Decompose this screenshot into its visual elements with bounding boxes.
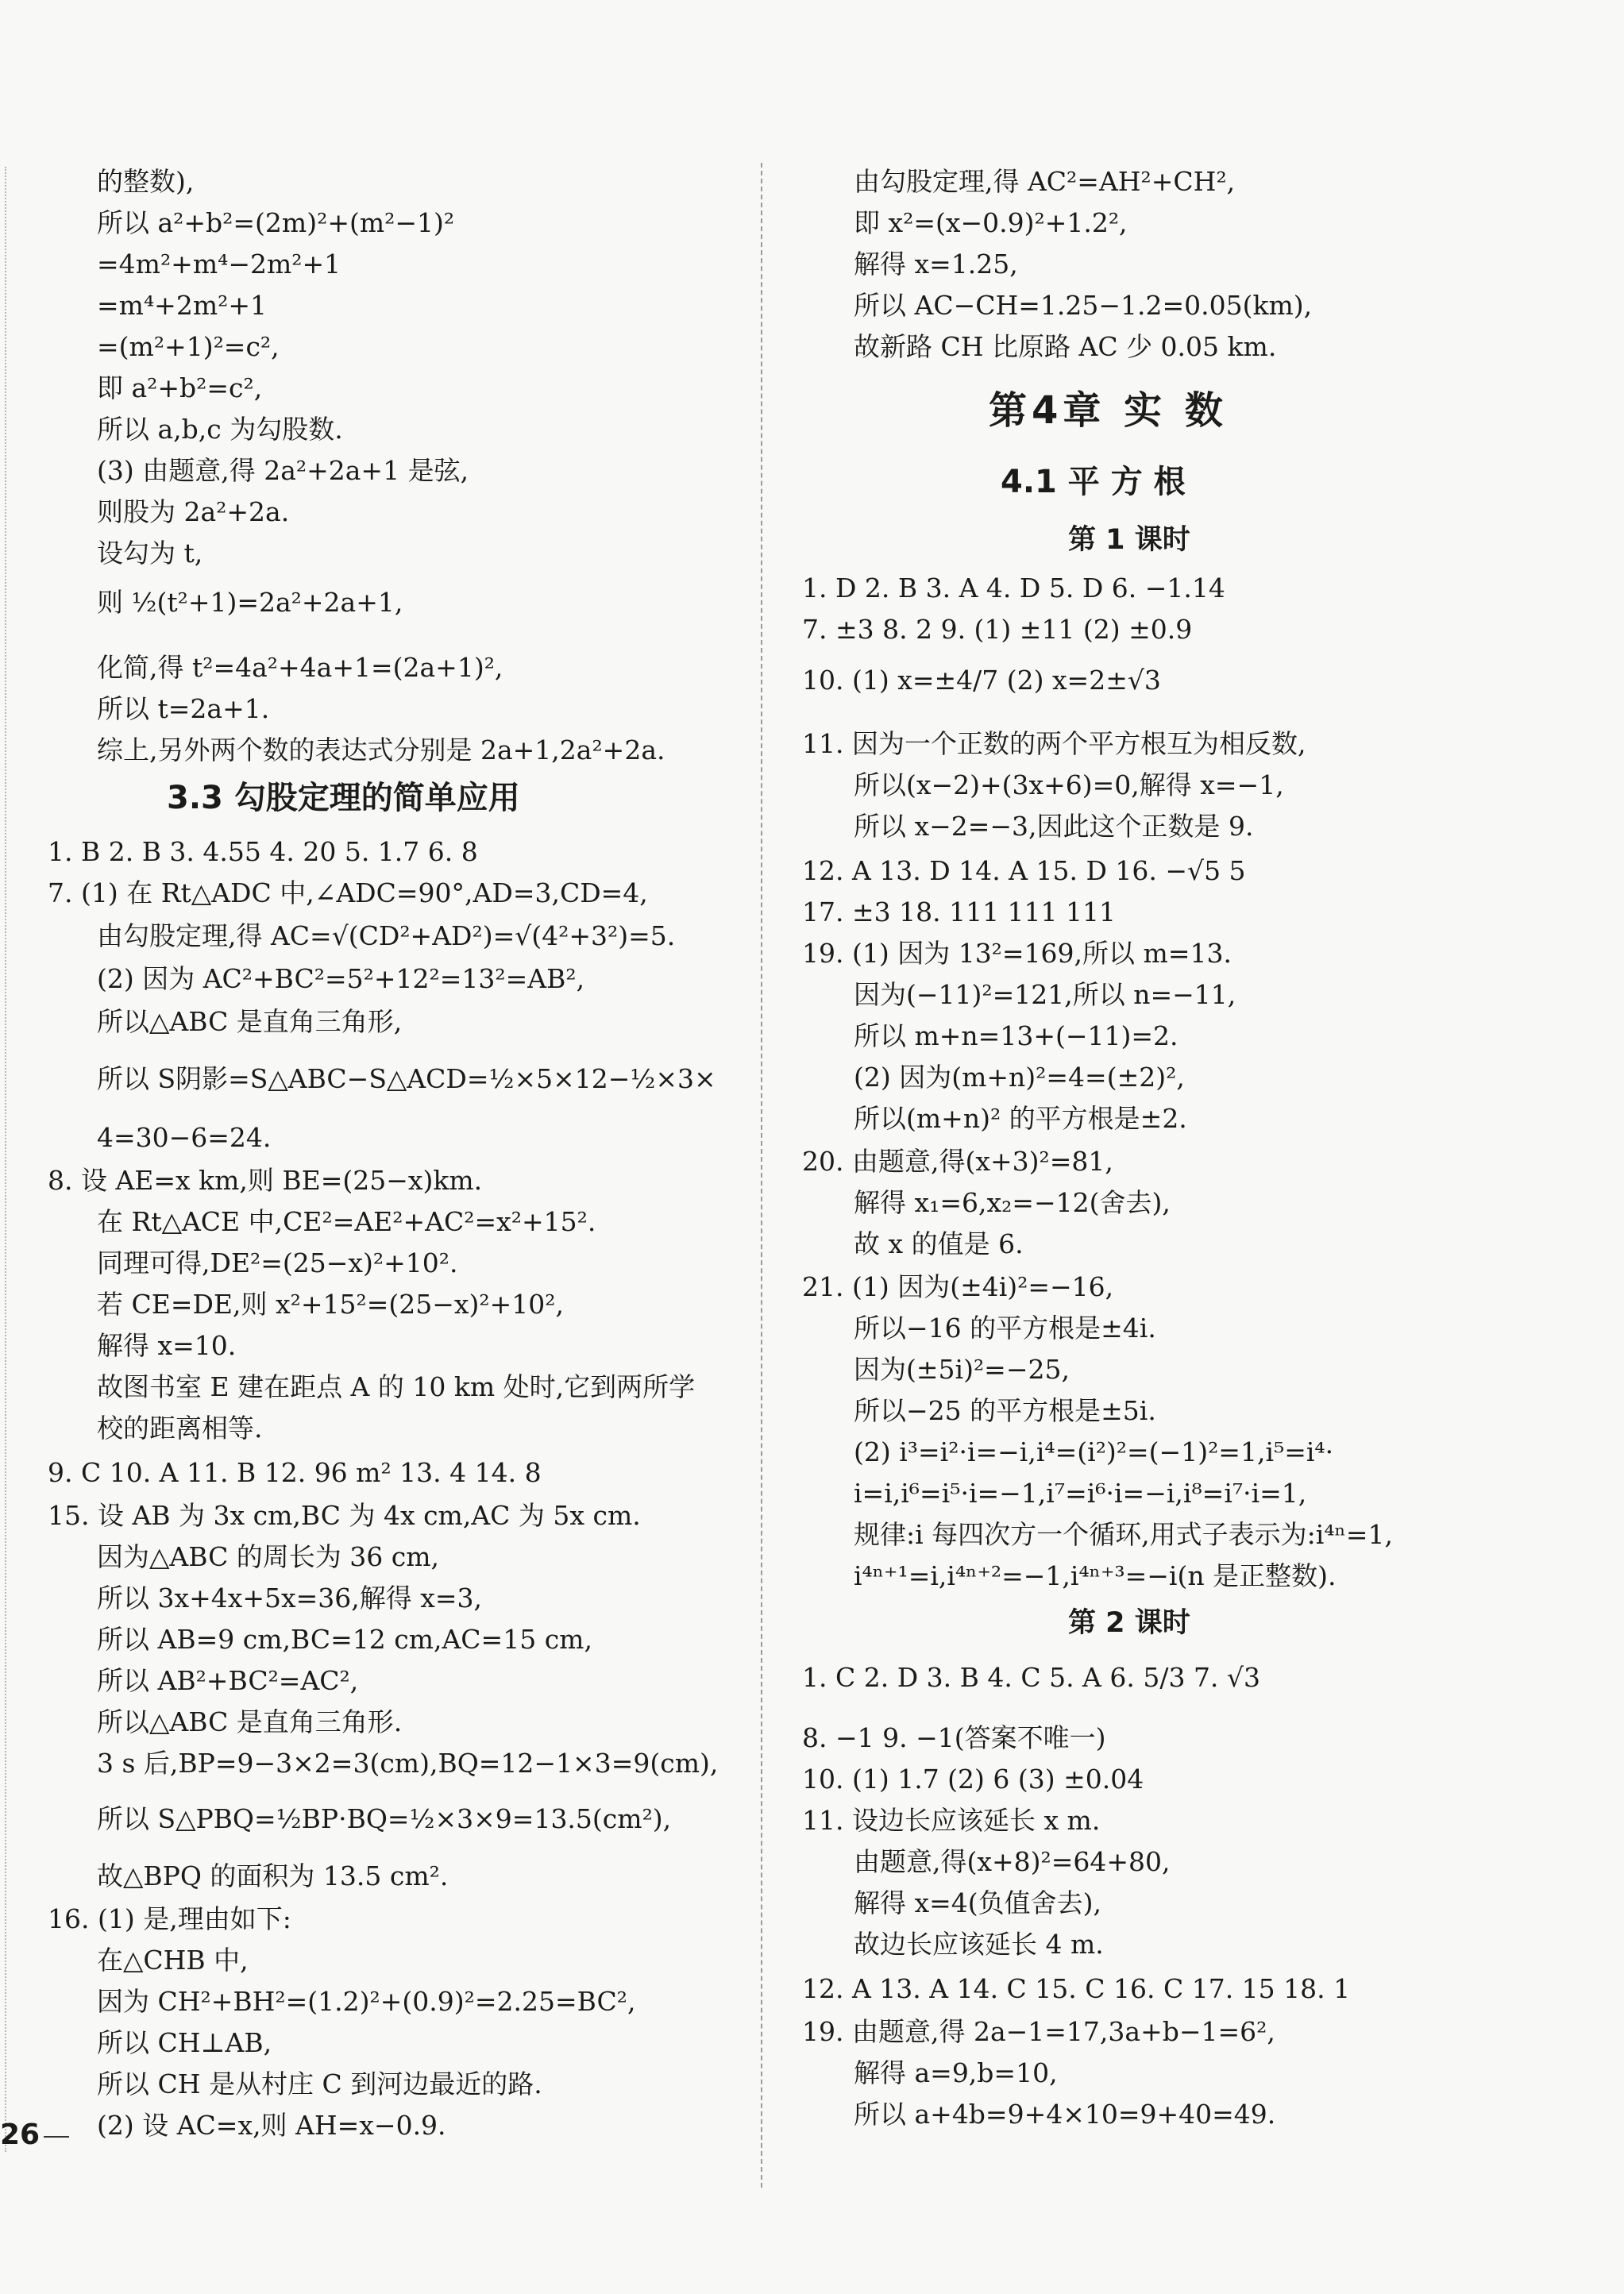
text-line: 因为(−11)²=121,所以 n=−11, — [854, 979, 1236, 1010]
text-line: =(m²+1)²=c², — [97, 331, 280, 362]
left-column — [0, 0, 762, 2294]
text-line: 由勾股定理,得 AC²=AH²+CH², — [854, 166, 1236, 197]
text-line: 所以△ABC 是直角三角形. — [97, 1706, 403, 1737]
text-line: 解得 x=4(负值舍去), — [854, 1887, 1101, 1918]
heading: 第4章 实 数 — [989, 388, 1228, 433]
right-column — [774, 0, 1624, 2294]
text-line: 校的距离相等. — [97, 1413, 263, 1444]
text-line: 化简,得 t²=4a²+4a+1=(2a+1)², — [97, 652, 503, 683]
text-line: 21. (1) 因为(±4i)²=−16, — [802, 1271, 1114, 1302]
text-line: 则股为 2a²+2a. — [97, 496, 290, 527]
text-line: 综上,另外两个数的表达式分别是 2a+1,2a²+2a. — [97, 734, 665, 765]
text-line: 由勾股定理,得 AC=√(CD²+AD²)=√(4²+3²)=5. — [97, 920, 676, 951]
text-line: 所以 m+n=13+(−11)=2. — [854, 1020, 1178, 1051]
text-line: 10. (1) 1.7 (2) 6 (3) ±0.04 — [802, 1764, 1144, 1795]
text-line: 因为(±5i)²=−25, — [854, 1354, 1070, 1385]
page-number-rule — [44, 2136, 69, 2138]
text-line: 所以(m+n)² 的平方根是±2. — [854, 1103, 1187, 1134]
heading: 第 1 课时 — [1068, 524, 1190, 556]
text-line: 在 Rt△ACE 中,CE²=AE²+AC²=x²+15². — [97, 1206, 596, 1237]
text-line: 故边长应该延长 4 m. — [854, 1929, 1104, 1960]
text-line: 16. (1) 是,理由如下: — [48, 1903, 291, 1934]
text-line: =4m²+m⁴−2m²+1 — [97, 249, 341, 280]
page-number: 26 — [0, 2119, 41, 2151]
text-line: 故图书室 E 建在距点 A 的 10 km 处时,它到两所学 — [97, 1371, 696, 1402]
text-line: 若 CE=DE,则 x²+15²=(25−x)²+10², — [97, 1289, 564, 1320]
text-line: 所以 S△PBQ=½BP·BQ=½×3×9=13.5(cm²), — [97, 1803, 672, 1834]
text-line: 20. 由题意,得(x+3)²=81, — [802, 1146, 1113, 1177]
text-line: 所以−25 的平方根是±5i. — [854, 1395, 1156, 1426]
text-line: 12. A 13. A 14. C 15. C 16. C 17. 15 18. 1 — [802, 1973, 1351, 2004]
text-line: 在△CHB 中, — [97, 1945, 249, 1976]
text-line: 9. C 10. A 11. B 12. 96 m² 13. 4 14. 8 — [48, 1457, 542, 1488]
text-line: 12. A 13. D 14. A 15. D 16. −√5 5 — [802, 855, 1246, 886]
text-line: 所以 a²+b²=(2m)²+(m²−1)² — [97, 207, 455, 238]
text-line: 17. ±3 18. 111 111 111 — [802, 896, 1117, 927]
text-line: 故△BPQ 的面积为 13.5 cm². — [97, 1860, 449, 1891]
text-line: 故新路 CH 比原路 AC 少 0.05 km. — [854, 331, 1277, 362]
text-line: 所以 3x+4x+5x=36,解得 x=3, — [97, 1583, 482, 1614]
text-line: 解得 a=9,b=10, — [854, 2057, 1058, 2088]
text-line: 的整数), — [97, 166, 195, 197]
text-line: 19. (1) 因为 13²=169,所以 m=13. — [802, 938, 1232, 969]
text-line: 所以 CH 是从村庄 C 到河边最近的路. — [97, 2068, 542, 2099]
text-line: 设勾为 t, — [97, 538, 203, 569]
text-line: 4=30−6=24. — [97, 1122, 272, 1153]
text-line: 3 s 后,BP=9−3×2=3(cm),BQ=12−1×3=9(cm), — [97, 1748, 719, 1779]
heading: 3.3 勾股定理的简单应用 — [167, 780, 520, 816]
column-divider — [761, 163, 762, 2188]
text-line: 所以 a,b,c 为勾股数. — [97, 414, 343, 445]
text-line: 所以 AB²+BC²=AC², — [97, 1665, 359, 1696]
text-line: 即 x²=(x−0.9)²+1.2², — [854, 207, 1128, 238]
text-line: 则 ½(t²+1)=2a²+2a+1, — [97, 587, 403, 618]
text-line: 由题意,得(x+8)²=64+80, — [854, 1846, 1171, 1877]
text-line: i=i,i⁶=i⁵·i=−1,i⁷=i⁶·i=−i,i⁸=i⁷·i=1, — [854, 1478, 1307, 1509]
text-line: 11. 因为一个正数的两个平方根互为相反数, — [802, 728, 1306, 759]
text-line: 所以△ABC 是直角三角形, — [97, 1006, 403, 1037]
text-line: 因为 CH²+BH²=(1.2)²+(0.9)²=2.25=BC², — [97, 1986, 636, 2017]
text-line: =m⁴+2m²+1 — [97, 290, 267, 321]
text-line: 7. ±3 8. 2 9. (1) ±11 (2) ±0.9 — [802, 614, 1193, 645]
text-line: 所以−16 的平方根是±4i. — [854, 1313, 1156, 1344]
text-line: 所以 AC−CH=1.25−1.2=0.05(km), — [854, 290, 1313, 321]
text-line: (2) 因为 AC²+BC²=5²+12²=13²=AB², — [97, 963, 585, 994]
text-line: 所以 AB=9 cm,BC=12 cm,AC=15 cm, — [97, 1624, 592, 1655]
text-line: 解得 x₁=6,x₂=−12(舍去), — [854, 1187, 1171, 1218]
text-line: 7. (1) 在 Rt△ADC 中,∠ADC=90°,AD=3,CD=4, — [48, 877, 648, 908]
text-line: 19. 由题意,得 2a−1=17,3a+b−1=6², — [802, 2016, 1275, 2047]
text-line: 15. 设 AB 为 3x cm,BC 为 4x cm,AC 为 5x cm. — [48, 1500, 641, 1531]
text-line: 所以 S阴影=S△ABC−S△ACD=½×5×12−½×3× — [97, 1063, 716, 1094]
text-line: 所以(x−2)+(3x+6)=0,解得 x=−1, — [854, 769, 1284, 800]
text-line: 所以 x−2=−3,因此这个正数是 9. — [854, 811, 1254, 842]
text-line: 8. −1 9. −1(答案不唯一) — [802, 1722, 1106, 1753]
text-line: 所以 t=2a+1. — [97, 693, 270, 724]
heading: 4.1 平 方 根 — [1001, 464, 1186, 500]
text-line: 规律:i 每四次方一个循环,用式子表示为:i⁴ⁿ=1, — [854, 1519, 1393, 1550]
text-line: 所以 CH⊥AB, — [97, 2027, 272, 2058]
text-line: 解得 x=10. — [97, 1330, 237, 1361]
text-line: 8. 设 AE=x km,则 BE=(25−x)km. — [48, 1165, 483, 1196]
text-line: 同理可得,DE²=(25−x)²+10². — [97, 1247, 458, 1278]
text-line: (3) 由题意,得 2a²+2a+1 是弦, — [97, 455, 469, 486]
text-line: 故 x 的值是 6. — [854, 1228, 1024, 1259]
text-line: 1. D 2. B 3. A 4. D 5. D 6. −1.14 — [802, 573, 1225, 603]
text-line: 11. 设边长应该延长 x m. — [802, 1805, 1101, 1836]
text-line: (2) 设 AC=x,则 AH=x−0.9. — [97, 2110, 446, 2141]
text-line: i⁴ⁿ⁺¹=i,i⁴ⁿ⁺²=−1,i⁴ⁿ⁺³=−i(n 是正整数). — [854, 1560, 1337, 1591]
text-line: 所以 a+4b=9+4×10=9+40=49. — [854, 2099, 1276, 2130]
text-line: (2) 因为(m+n)²=4=(±2)², — [854, 1062, 1185, 1093]
text-line: 解得 x=1.25, — [854, 249, 1018, 280]
text-line: (2) i³=i²·i=−i,i⁴=(i²)²=(−1)²=1,i⁵=i⁴· — [854, 1436, 1334, 1467]
heading: 第 2 课时 — [1068, 1607, 1190, 1639]
text-line: 1. B 2. B 3. 4.55 4. 20 5. 1.7 6. 8 — [48, 836, 478, 867]
text-line: 1. C 2. D 3. B 4. C 5. A 6. 5/3 7. √3 — [802, 1662, 1260, 1693]
text-line: 即 a²+b²=c², — [97, 372, 263, 403]
text-line: 因为△ABC 的周长为 36 cm, — [97, 1541, 440, 1572]
text-line: 10. (1) x=±4/7 (2) x=2±√3 — [802, 665, 1161, 696]
